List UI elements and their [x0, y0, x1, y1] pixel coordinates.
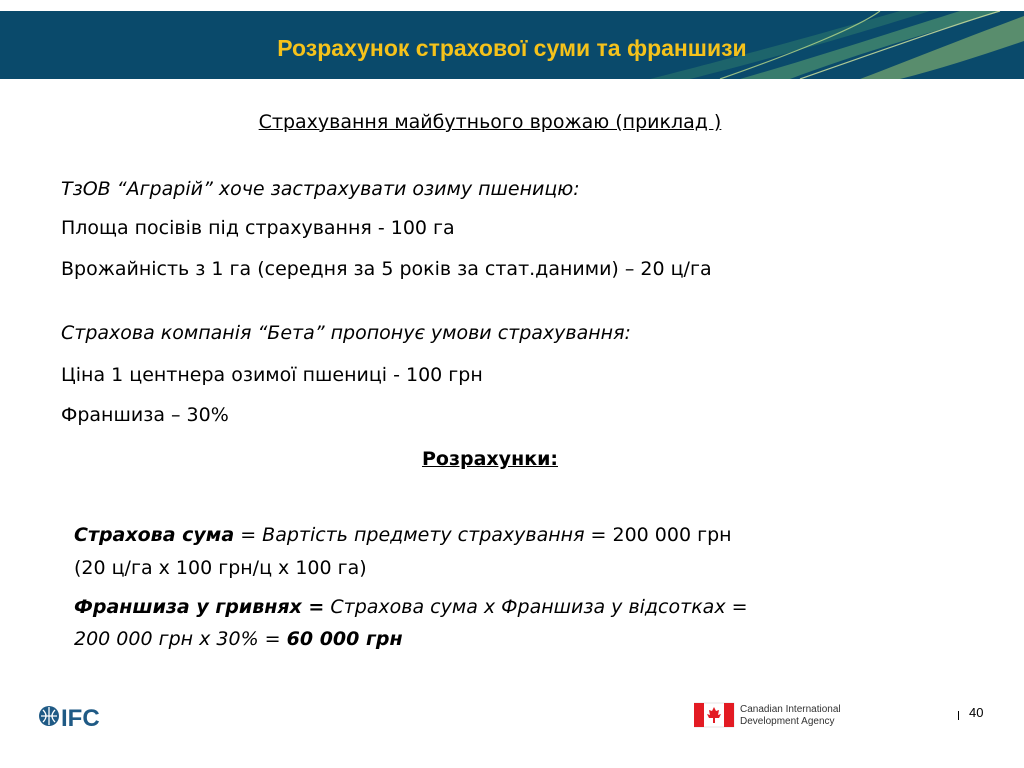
calculations-heading: Розрахунки:	[421, 448, 558, 470]
offer-price: Ціна 1 центнера озимої пшениці - 100 грн	[61, 364, 483, 386]
header-bar	[0, 11, 1024, 79]
deductible-text: Страхова сума х Франшиза у відсотках =	[324, 596, 748, 618]
sum-value: = 200 000 грн	[584, 524, 732, 546]
deductible-line	[74, 596, 748, 618]
offer-deductible: Франшиза – 30%	[61, 404, 229, 426]
page-title: Розрахунок страхової суми та франшизи	[277, 35, 747, 61]
sum-text: = Вартість предмету страхування	[234, 524, 585, 546]
subtitle: Страхування майбутнього врожаю (приклад )	[258, 111, 722, 133]
cida-logo	[694, 701, 864, 733]
page-number: 40	[969, 705, 984, 720]
example-intro: ТзОВ “Аграрій” хоче застрахувати озиму пшеницю:	[61, 178, 580, 200]
deductible-formula: 200 000 грн х 30% =	[74, 628, 287, 650]
page-separator	[958, 711, 959, 720]
deductible-label: Франшиза у гривнях =	[74, 596, 325, 618]
ifc-logo-text: IFC	[61, 705, 100, 730]
sum-label: Страхова сума	[74, 524, 235, 546]
example-yield: Врожайність з 1 га (середня за 5 років за стат.даними) – 20 ц/га	[61, 258, 712, 280]
deductible-result: 60 000 грн	[286, 628, 403, 650]
sum-detail: (20 ц/га х 100 грн/ц х 100 га)	[74, 557, 367, 579]
cida-line2: Development Agency	[740, 716, 835, 727]
offer-intro: Страхова компанія “Бета” пропонує умови страхування:	[61, 322, 631, 344]
deductible-formula-line	[74, 628, 403, 650]
ifc-logo	[38, 703, 110, 730]
sum-line	[74, 524, 732, 546]
example-area: Площа посівів під страхування - 100 га	[61, 217, 455, 239]
cida-line1: Canadian International	[740, 704, 841, 715]
